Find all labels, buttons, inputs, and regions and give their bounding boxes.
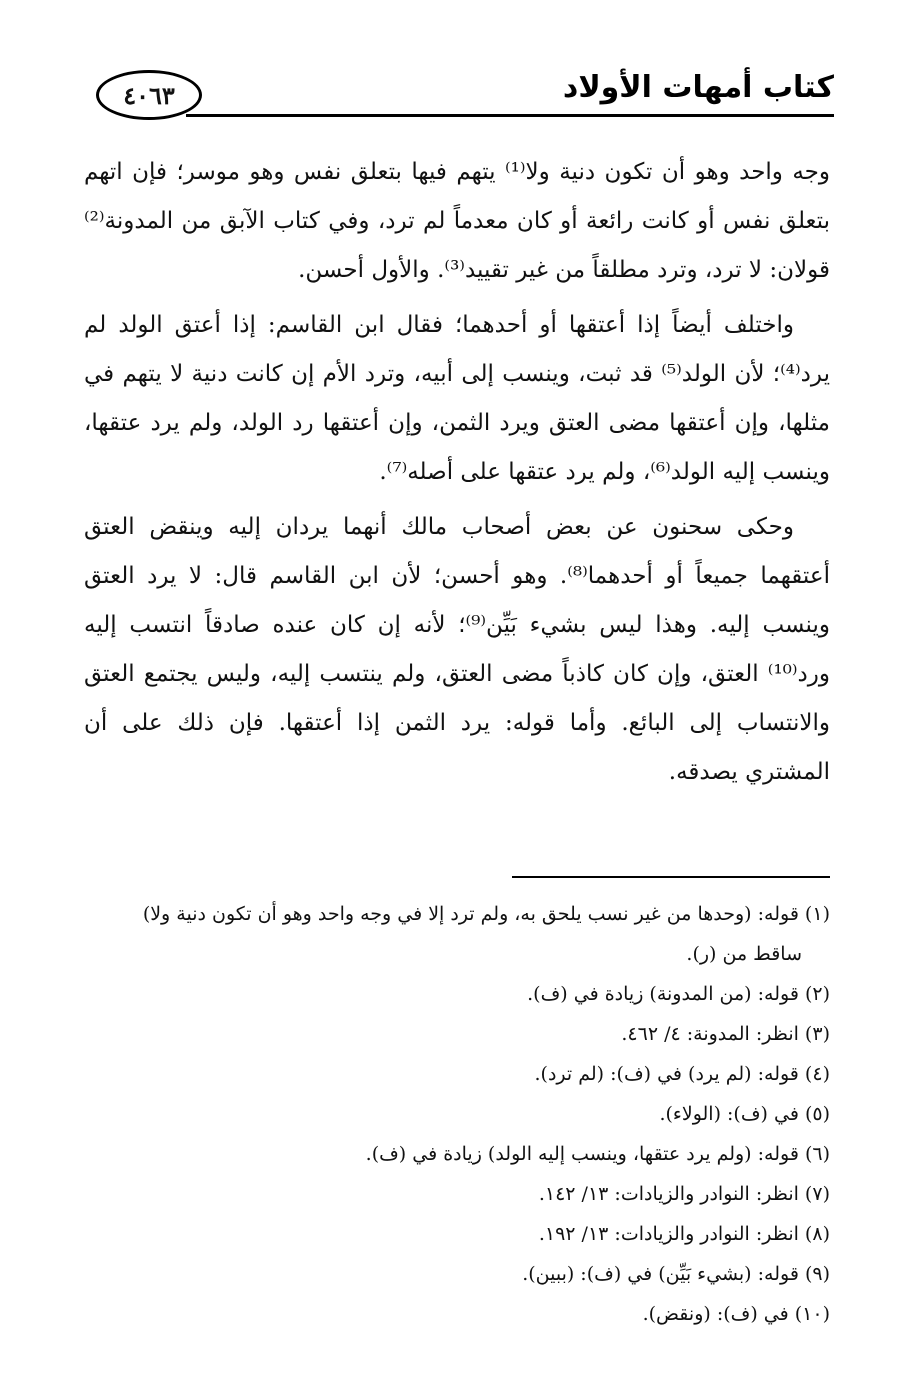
footnote-10: (١٠) في (ف): (ونقض). xyxy=(642,1303,830,1325)
footnote-1: (١) قوله: (وحدها من غير نسب يلحق به، ولم ترد إلا في وجه واحد وهو أن تكون دنية ولا) xyxy=(142,903,830,925)
footnote-1-continued: ساقط من (ر). xyxy=(686,943,802,965)
footnote-6: (٦) قوله: (ولم يرد عتقها، وينسب إليه الولد) زيادة في (ف). xyxy=(365,1143,830,1165)
paragraph-3: وحكى سحنون عن بعض أصحاب مالك أنهما يردان إليه وينقض العتق أعتقهما جميعاً أو أحدهما⁽⁸⁾. وهو أحسن؛ لأن ابن القاسم قال: لا يرد العتق وينسب إليه. وهذا ليس بشيء بَيِّن⁽⁹⁾؛ لأنه إن كان عنده صادقاً انتسب إليه ورد⁽¹⁰⁾ العتق، وإن كان كاذباً مضى العتق، ولم ينتسب إليه، وليس يجتمع العتق والانتساب إلى البائع. وأما قوله: يرد الثمن إذا أعتقها. فإن ذلك على أن المشتري يصدقه. xyxy=(84,514,830,785)
footnote-8: (٨) انظر: النوادر والزيادات: ١٣/ ١٩٢. xyxy=(538,1223,830,1245)
footnote-9: (٩) قوله: (بشيء بَيِّن) في (ف): (ببين). xyxy=(522,1263,830,1285)
header-rule xyxy=(186,114,834,117)
book-title: كتاب أمهات الأولاد xyxy=(562,70,834,105)
page-header xyxy=(90,62,834,122)
footnote-3: (٣) انظر: المدونة: ٤/ ٤٦٢. xyxy=(621,1023,830,1045)
page-number-oval xyxy=(96,70,202,120)
footnote-4: (٤) قوله: (لم يرد) في (ف): (لم ترد). xyxy=(534,1063,830,1085)
footnote-2: (٢) قوله: (من المدونة) زيادة في (ف). xyxy=(527,983,830,1005)
footnote-7: (٧) انظر: النوادر والزيادات: ١٣/ ١٤٢. xyxy=(538,1183,830,1205)
footnote-separator xyxy=(512,876,830,878)
footnote-5: (٥) في (ف): (الولاء). xyxy=(659,1103,830,1125)
paragraph-2: واختلف أيضاً إذا أعتقها أو أحدهما؛ فقال ابن القاسم: إذا أعتق الولد لم يرد⁽⁴⁾؛ لأن الولد⁽⁵⁾ قد ثبت، وينسب إلى أبيه، وترد الأم إن كانت دنية لا يتهم في مثلها، وإن أعتقها مضى العتق ويرد الثمن، وإن أعتقها رد الولد، ولم يرد عتقها، وينسب إليه الولد⁽⁶⁾، ولم يرد عتقها على أصله⁽⁷⁾. xyxy=(84,312,830,485)
body-text xyxy=(84,148,830,803)
paragraph-1: وجه واحد وهو أن تكون دنية ولا⁽¹⁾ يتهم فيها بتعلق نفس وهو موسر؛ فإن اتهم بتعلق نفس أو كانت رائعة أو كان معدماً لم ترد، وفي كتاب الآبق من المدونة⁽²⁾ قولان: لا ترد، وترد مطلقاً من غير تقييد⁽³⁾. والأول أحسن. xyxy=(84,159,830,283)
page-number: ٤٠٦٣ xyxy=(123,80,175,110)
footnotes xyxy=(84,894,830,1334)
